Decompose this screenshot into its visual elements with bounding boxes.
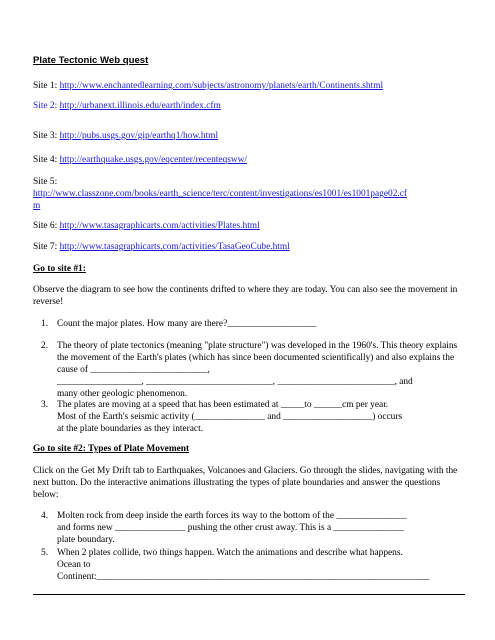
question-2-end: many other geologic phenomenon. bbox=[57, 389, 188, 399]
question-2-text: The theory of plate tectonics (meaning "plate structure") was developed in the 1960's. This theory explains the movement of the Earth's plates (which has since been documented scientifically) and also explains the cause of _________________________, bbox=[57, 341, 458, 375]
question-5-continent: Continent:_______________________________________________________________________ bbox=[57, 572, 430, 582]
question-3-line-3: at the plate boundaries as they interact. bbox=[57, 424, 204, 434]
site-6-link[interactable]: http://www.tasagraphicarts.com/activities/Plates.html bbox=[59, 221, 260, 231]
site-5 bbox=[33, 176, 465, 212]
page-title: Plate Tectonic Web quest bbox=[33, 55, 149, 66]
question-5-ocean-to: Ocean to bbox=[57, 560, 91, 570]
answer-line bbox=[33, 594, 465, 595]
question-3-line-1: The plates are moving at a speed that has been estimated at _____to ______cm per year. bbox=[57, 400, 389, 410]
site-1-label: Site 1: bbox=[33, 81, 60, 91]
site-6 bbox=[33, 220, 465, 232]
question-5 bbox=[41, 547, 465, 583]
section-1-heading: Go to site #1: bbox=[33, 264, 86, 274]
site-2-link[interactable]: http://urbanext.illinois.edu/earth/index.cfm bbox=[59, 101, 221, 111]
site-1 bbox=[33, 80, 465, 92]
site-5-link-cont[interactable]: m bbox=[33, 201, 41, 211]
question-4-number: 4. bbox=[41, 511, 49, 521]
site-2 bbox=[33, 100, 465, 112]
site-6-label: Site 6: bbox=[33, 221, 60, 231]
site-4 bbox=[33, 154, 465, 166]
site-4-label: Site 4: bbox=[33, 155, 60, 165]
site-4-link[interactable]: http://earthquake.usgs.gov/eqcenter/recenteqsww/ bbox=[59, 155, 248, 165]
section-2-heading: Go to site #2: Types of Plate Movement bbox=[33, 444, 190, 454]
site-7-label: Site 7: bbox=[33, 242, 60, 252]
question-3-number: 3. bbox=[41, 400, 49, 410]
question-4-line-2: and forms new _______________ pushing the other crust away. This is a _______________ bbox=[57, 523, 404, 533]
question-1 bbox=[41, 318, 465, 330]
question-4-line-1: Molten rock from deep inside the earth forces its way to the bottom of the _______________ bbox=[57, 511, 407, 521]
question-2-blanks: __________________, ___________________________, _________________________, and bbox=[57, 377, 413, 387]
question-4-line-3: plate boundary. bbox=[57, 535, 115, 545]
section-2-intro: Click on the Get My Drift tab to Earthquakes, Volcanoes and Glaciers. Go through the slides, navigating with the next button. Do the interactive animations illustrating the types of plate boundaries and answer the questions below: bbox=[33, 466, 458, 500]
site-3-label: Site 3: bbox=[33, 131, 60, 141]
question-1-number: 1. bbox=[41, 319, 49, 329]
section-1-intro: Observe the diagram to see how the continents drifted to where they are today. You can also see the movement in reverse! bbox=[33, 285, 458, 307]
site-1-link[interactable]: http://www.enchantedlearning.com/subjects/astronomy/planets/earth/Continents.shtml bbox=[59, 81, 384, 91]
question-3 bbox=[41, 399, 465, 435]
site-2-label: Site 2: bbox=[33, 101, 60, 111]
site-3 bbox=[33, 130, 465, 142]
site-5-label: Site 5: bbox=[33, 177, 58, 187]
question-1-text: Count the major plates. How many are there?___________________ bbox=[57, 319, 317, 329]
question-5-text: When 2 plates collide, two things happen. Watch the animations and describe what happens. bbox=[57, 548, 403, 558]
question-3-line-2: Most of the Earth's seismic activity (_______________ and ___________________) occurs bbox=[57, 412, 403, 422]
site-5-link[interactable]: http://www.classzone.com/books/earth_science/terc/content/investigations/es1001/es1001page02.cf bbox=[33, 189, 408, 199]
question-2 bbox=[41, 340, 465, 400]
site-7-link[interactable]: http://www.tasagraphicarts.com/activities/TasaGeoCube.html bbox=[59, 242, 290, 252]
question-2-number: 2. bbox=[41, 341, 49, 351]
question-4 bbox=[41, 510, 465, 546]
site-3-link[interactable]: http://pubs.usgs.gov/gip/earthq1/how.html bbox=[59, 131, 219, 141]
question-5-number: 5. bbox=[41, 548, 49, 558]
site-7 bbox=[33, 241, 465, 253]
